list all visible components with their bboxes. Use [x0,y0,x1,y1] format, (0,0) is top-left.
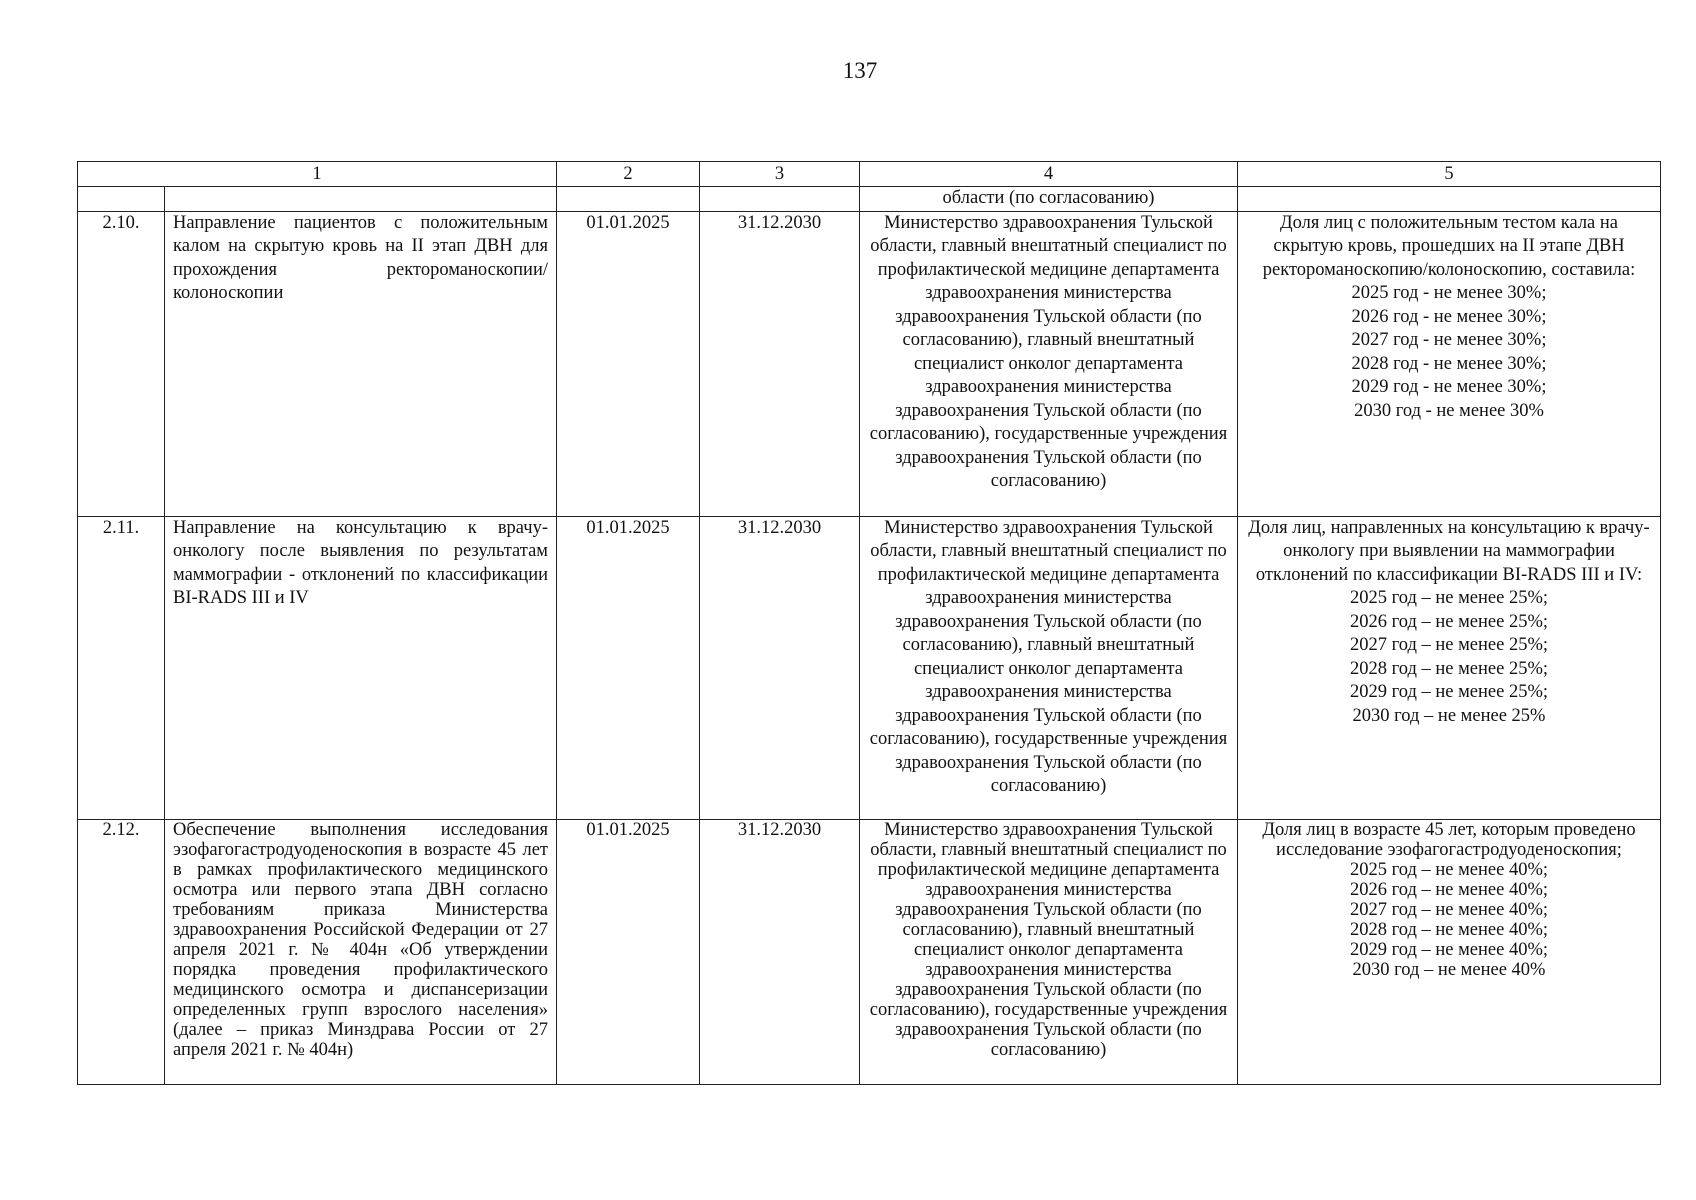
result-line: 2029 год – не менее 25%; [1349,682,1549,702]
continuation-number-cell [78,187,165,212]
responsible-parties: Министерство здравоохранения Тульской области, главный внештатный специалист по профилактической медицине департамента здравоохранения министерства здравоохранения Тульской области (по согласованию), главный внештатный специалист онколог департамента здравоохранения министерства здравоохранения Тульской области (по согласованию), государственные учреждения здравоохранения Тульской области (по согласованию) [860,516,1238,819]
end-date: 31.12.2030 [700,516,860,819]
continuation-end-cell [700,187,860,212]
result-line: 2026 год - не менее 30%; [1351,306,1547,327]
column-header-1: 1 [78,162,557,187]
result-line: 2025 год – не менее 25%; [1349,588,1549,608]
table-row-2-11 [78,516,1661,819]
result-line: 2030 год - не менее 30% [1354,400,1544,421]
measure-name: Направление пациентов с положительным калом на скрытую кровь на II этап ДВН для прохождения ректороманоскопии/колоноскопии [165,211,557,516]
result-line: 2025 год - не менее 30%; [1351,283,1547,303]
row-number: 2.11. [78,516,165,819]
row-number: 2.12. [78,819,165,1084]
continuation-name-cell [165,187,557,212]
measure-name: Направление на консультацию к врачу-онкологу после выявления по результатам маммографии - отклонений по классификации BI-RADS III и IV [165,516,557,819]
result-line: 2029 год - не менее 30%; [1351,377,1547,397]
column-header-3: 3 [700,162,860,187]
result-line: 2029 год – не менее 40%; [1349,939,1549,960]
result-line: 2027 год – не менее 25%; [1349,635,1549,655]
continuation-responsible: области (по согласованию) [860,187,1238,212]
responsible-parties: Министерство здравоохранения Тульской области, главный внештатный специалист по профилактической медицине департамента здравоохранения министерства здравоохранения Тульской области (по согласованию), главный внештатный специалист онколог департамента здравоохранения министерства здравоохранения Тульской области (по согласованию), государственные учреждения здравоохранения Тульской области (по согласованию) [860,211,1238,516]
result-line: 2027 год – не менее 40%; [1349,899,1549,920]
row-number: 2.10. [78,211,165,516]
result-line: 2030 год – не менее 25% [1352,705,1546,726]
responsible-parties: Министерство здравоохранения Тульской области, главный внештатный специалист по профилактической медицине департамента здравоохранения министерства здравоохранения Тульской области (по согласованию), главный внештатный специалист онколог департамента здравоохранения министерства здравоохранения Тульской области (по согласованию), государственные учреждения здравоохранения Тульской области (по согласованию) [860,819,1238,1084]
table-row-2-12 [78,819,1661,1084]
result-line: 2026 год – не менее 25%; [1349,611,1549,632]
result-line: 2030 год – не менее 40% [1352,959,1546,980]
start-date: 01.01.2025 [557,819,700,1084]
continuation-start-cell [557,187,700,212]
result-line: 2025 год – не менее 40%; [1349,859,1549,880]
column-header-5: 5 [1238,162,1661,187]
measure-name: Обеспечение выполнения исследования эзофагогастродуоденоскопия в возрасте 45 лет в рамках профилактического медицинского осмотра или первого этапа ДВН согласно требованиям приказа Министерства здравоохранения Российской Федерации от 27 апреля 2021 г. № 404н «Об утверждении порядка проведения профилактического медицинского осмотра и диспансеризации определенных групп взрослого населения» (далее – приказ Минздрава России от 27 апреля 2021 г. № 404н) [165,819,557,1084]
continuation-row [78,187,1661,212]
result-line: 2028 год – не менее 40%; [1349,919,1549,940]
start-date: 01.01.2025 [557,516,700,819]
end-date: 31.12.2030 [700,819,860,1084]
result-intro: Доля лиц, направленных на консультацию к врачу-онкологу при выявлении на маммографии отклонений по классификации BI-RADS III и IV: [1248,517,1650,585]
expected-result [1238,211,1661,516]
continuation-result-cell [1238,187,1661,212]
column-header-2: 2 [557,162,700,187]
result-line: 2027 год - не менее 30%; [1351,330,1547,350]
measures-table [77,161,1661,1085]
result-intro: Доля лиц с положительным тестом кала на скрытую кровь, прошедших на II этапе ДВН ректороманоскопию/колоноскопию, составила: [1262,212,1636,280]
table-header-row [78,162,1661,187]
result-line: 2026 год – не менее 40%; [1349,879,1549,900]
expected-result [1238,819,1661,1084]
end-date: 31.12.2030 [700,211,860,516]
result-intro: Доля лиц в возрасте 45 лет, которым проведено исследование эзофагогастродуоденоскопия; [1262,819,1636,860]
page-number: 137 [842,58,878,83]
expected-result [1238,516,1661,819]
result-line: 2028 год – не менее 25%; [1349,658,1549,679]
result-line: 2028 год - не менее 30%; [1351,353,1547,374]
column-header-4: 4 [860,162,1238,187]
table-row-2-10 [78,211,1661,516]
start-date: 01.01.2025 [557,211,700,516]
